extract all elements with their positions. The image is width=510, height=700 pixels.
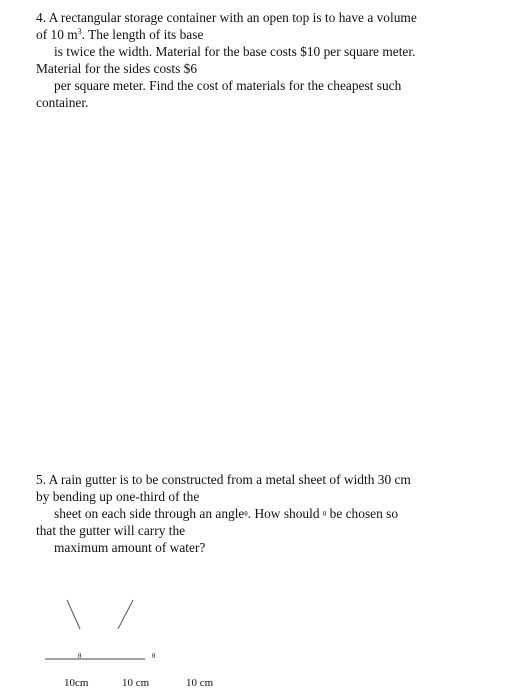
angle-text: sheet on each side through an angle [54, 506, 245, 521]
theta-right-label: θ [152, 652, 156, 660]
problem-5-line-5: maximum amount of water? [54, 540, 206, 555]
chosen-text: be chosen so [329, 506, 399, 521]
theta-left-label: θ [78, 652, 82, 660]
right-side-line [118, 600, 133, 629]
gutter-figure [0, 590, 510, 700]
problem-5-line-4: that the gutter will carry the [36, 523, 186, 538]
volume-text: of 10 m [36, 27, 78, 42]
problem-4-line-3: is twice the width. Material for the base costs $10 per square meter. [54, 44, 416, 59]
problem-5-line-1: 5. A rain gutter is to be constructed from a metal sheet of width 30 cm [36, 472, 411, 487]
theta-symbol-2: θ [322, 510, 327, 518]
dimension-middle-label: 10 cm [122, 677, 150, 689]
problem-4-line-5: per square meter. Find the cost of materials for the cheapest such [54, 78, 402, 93]
base-length-text: . The length of its base [81, 27, 204, 42]
problem-4-line-1: 4. A rectangular storage container with an open top is to have a volume [36, 10, 417, 25]
problem-5-line-3 [54, 506, 398, 522]
problem-4-line-2 [36, 27, 203, 43]
dimension-left-label: 10cm [64, 677, 89, 689]
question-text: . How should [247, 506, 320, 521]
problem-4-line-6: container. [36, 95, 89, 110]
problem-5-line-2: by bending up one-third of the [36, 489, 200, 504]
dimension-right-label: 10 cm [186, 677, 214, 689]
theta-symbol: θ [244, 510, 248, 518]
cubic-exponent: 3 [77, 27, 82, 36]
left-side-line [67, 600, 80, 629]
problem-4-line-4: Material for the sides costs $6 [36, 61, 198, 76]
